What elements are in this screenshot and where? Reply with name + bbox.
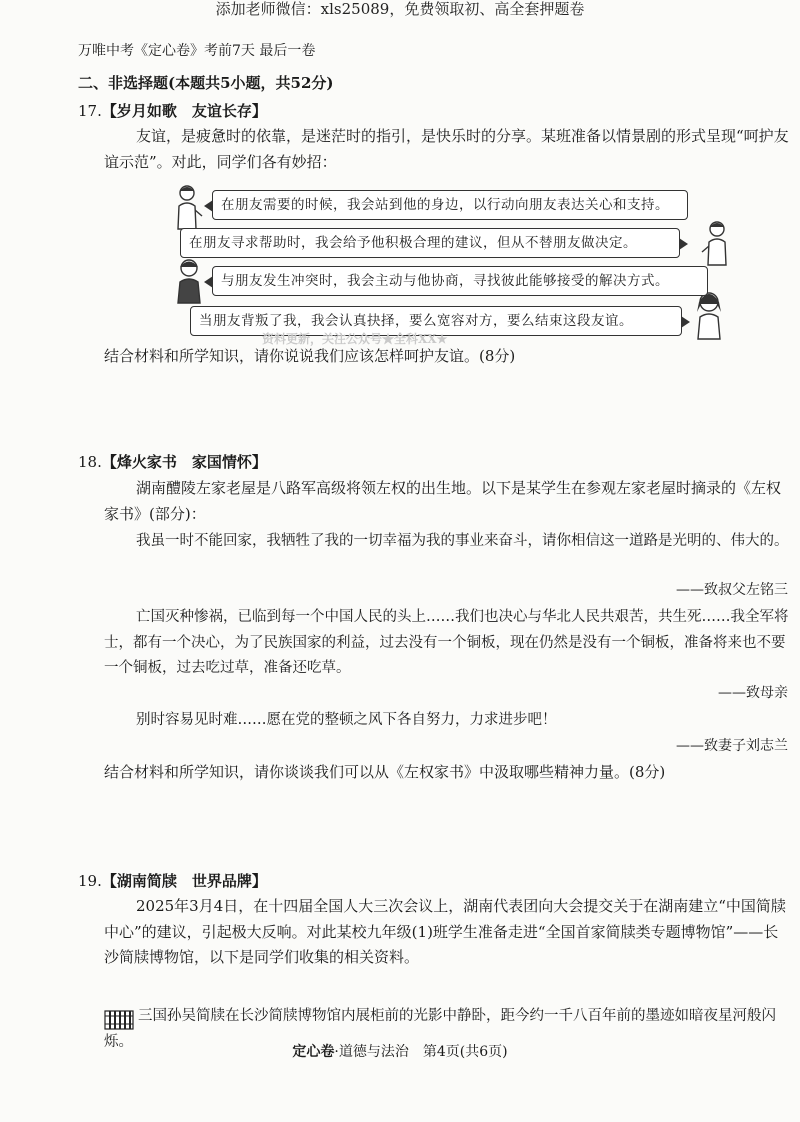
bubble-tail [204,276,213,288]
bubble-tail [681,316,690,328]
speech-bubble-3 [212,266,708,296]
q18-intro: 湖南醴陵左家老屋是八路军高级将领左权的出生地。以下是某学生在参观左家老屋时摘录的《左权家书》(部分)： [104,479,782,523]
q19-heading [78,870,267,892]
student-figure-3 [172,258,206,304]
letter-3-signature: ——致妻子刘志兰 [676,738,788,754]
q17-intro: 友谊，是疲惫时的依靠，是迷茫时的指引，是快乐时的分享。某班准备以情景剧的形式呈现“呵护友谊示范”。对此，同学们各有妙招： [104,127,789,171]
bubble-text-2: 在朋友寻求帮助时，我会给予他积极合理的建议，但从不替朋友做决定。 [189,235,637,251]
student-figure-2 [700,220,734,266]
bubble-text-4: 当朋友背叛了我，我会认真抉择，要么宽容对方，要么结束这段友谊。 [199,313,633,329]
speech-bubble-1 [212,190,688,220]
q17-heading [78,100,267,122]
q19-number: 19. [78,872,102,890]
letter-2: 亡国灭种惨祸，已临到每一个中国人民的头上……我们也决心与华北人民共艰苦，共生死……我全军将士，都有一个决心，为了民族国家的利益，过去没有一个铜板，现在仍然是没有一个铜板，准备将来也不要一个铜板，过去吃过草，准备还吃草。 [104,609,789,676]
bubble-tail [204,200,213,212]
letter-3: 别时容易见时难……愿在党的整顿之风下各自努力，力求进步吧！ [136,712,557,728]
q17-number: 17. [78,102,102,120]
q19-material: 三国孙吴简牍在长沙简牍博物馆内展柜前的光影中静卧，距今约一千八百年前的墨迹如暗夜星河般闪烁。 [104,1008,776,1050]
page-footer [0,1041,800,1061]
bubble-text-1: 在朋友需要的时候，我会站到他的身边，以行动向朋友表达关心和支持。 [221,197,669,213]
letter-1: 我虽一时不能回家，我牺牲了我的一切幸福为我的事业来奋斗，请你相信这一道路是光明的、伟大的。 [136,533,789,549]
q17-title: 【岁月如歌 友谊长存】 [101,102,267,120]
q18-title: 【烽火家书 家国情怀】 [101,453,267,471]
student-figure-1 [170,184,204,230]
section-title: 二、非选择题(本题共5小题，共52分) [78,74,334,92]
q17-question: 结合材料和所学知识，请你说说我们应该怎样呵护友谊。(8分) [104,347,516,365]
q19-title: 【湖南简牍 世界品牌】 [101,872,267,890]
exam-header: 万唯中考《定心卷》考前7天 最后一卷 [78,43,316,59]
watermark: 资料更新，关注公众号★全科XX★ [262,332,448,346]
letter-1-signature: ——致叔父左铭三 [676,582,788,598]
footer-brand: 定心卷 [292,1044,335,1060]
footer-subject: ·道德与法治 第4页(共6页) [334,1044,508,1060]
letter-2-signature: ——致母亲 [718,685,788,701]
top-banner: 添加老师微信：xls25089，免费领取初、高全套押题卷 [215,0,585,18]
q19-intro: 2025年3月4日，在十四届全国人大三次会议上，湖南代表团向大会提交关于在湖南建立“中国简牍中心”的建议，引起极大反响。对此某校九年级(1)班学生准备走进“全国首家简牍类专题博物馆”——长沙简牍博物馆，以下是同学们收集的相关资料。 [104,897,786,966]
speech-bubble-2 [180,228,680,258]
student-figure-4 [690,290,728,340]
bubble-text-3: 与朋友发生冲突时，我会主动与他协商，寻找彼此能够接受的解决方式。 [221,273,669,289]
q18-number: 18. [78,453,102,471]
q18-question: 结合材料和所学知识，请你谈谈我们可以从《左权家书》中汲取哪些精神力量。(8分) [104,763,666,781]
bubble-tail [679,238,688,250]
q18-heading [78,451,267,473]
